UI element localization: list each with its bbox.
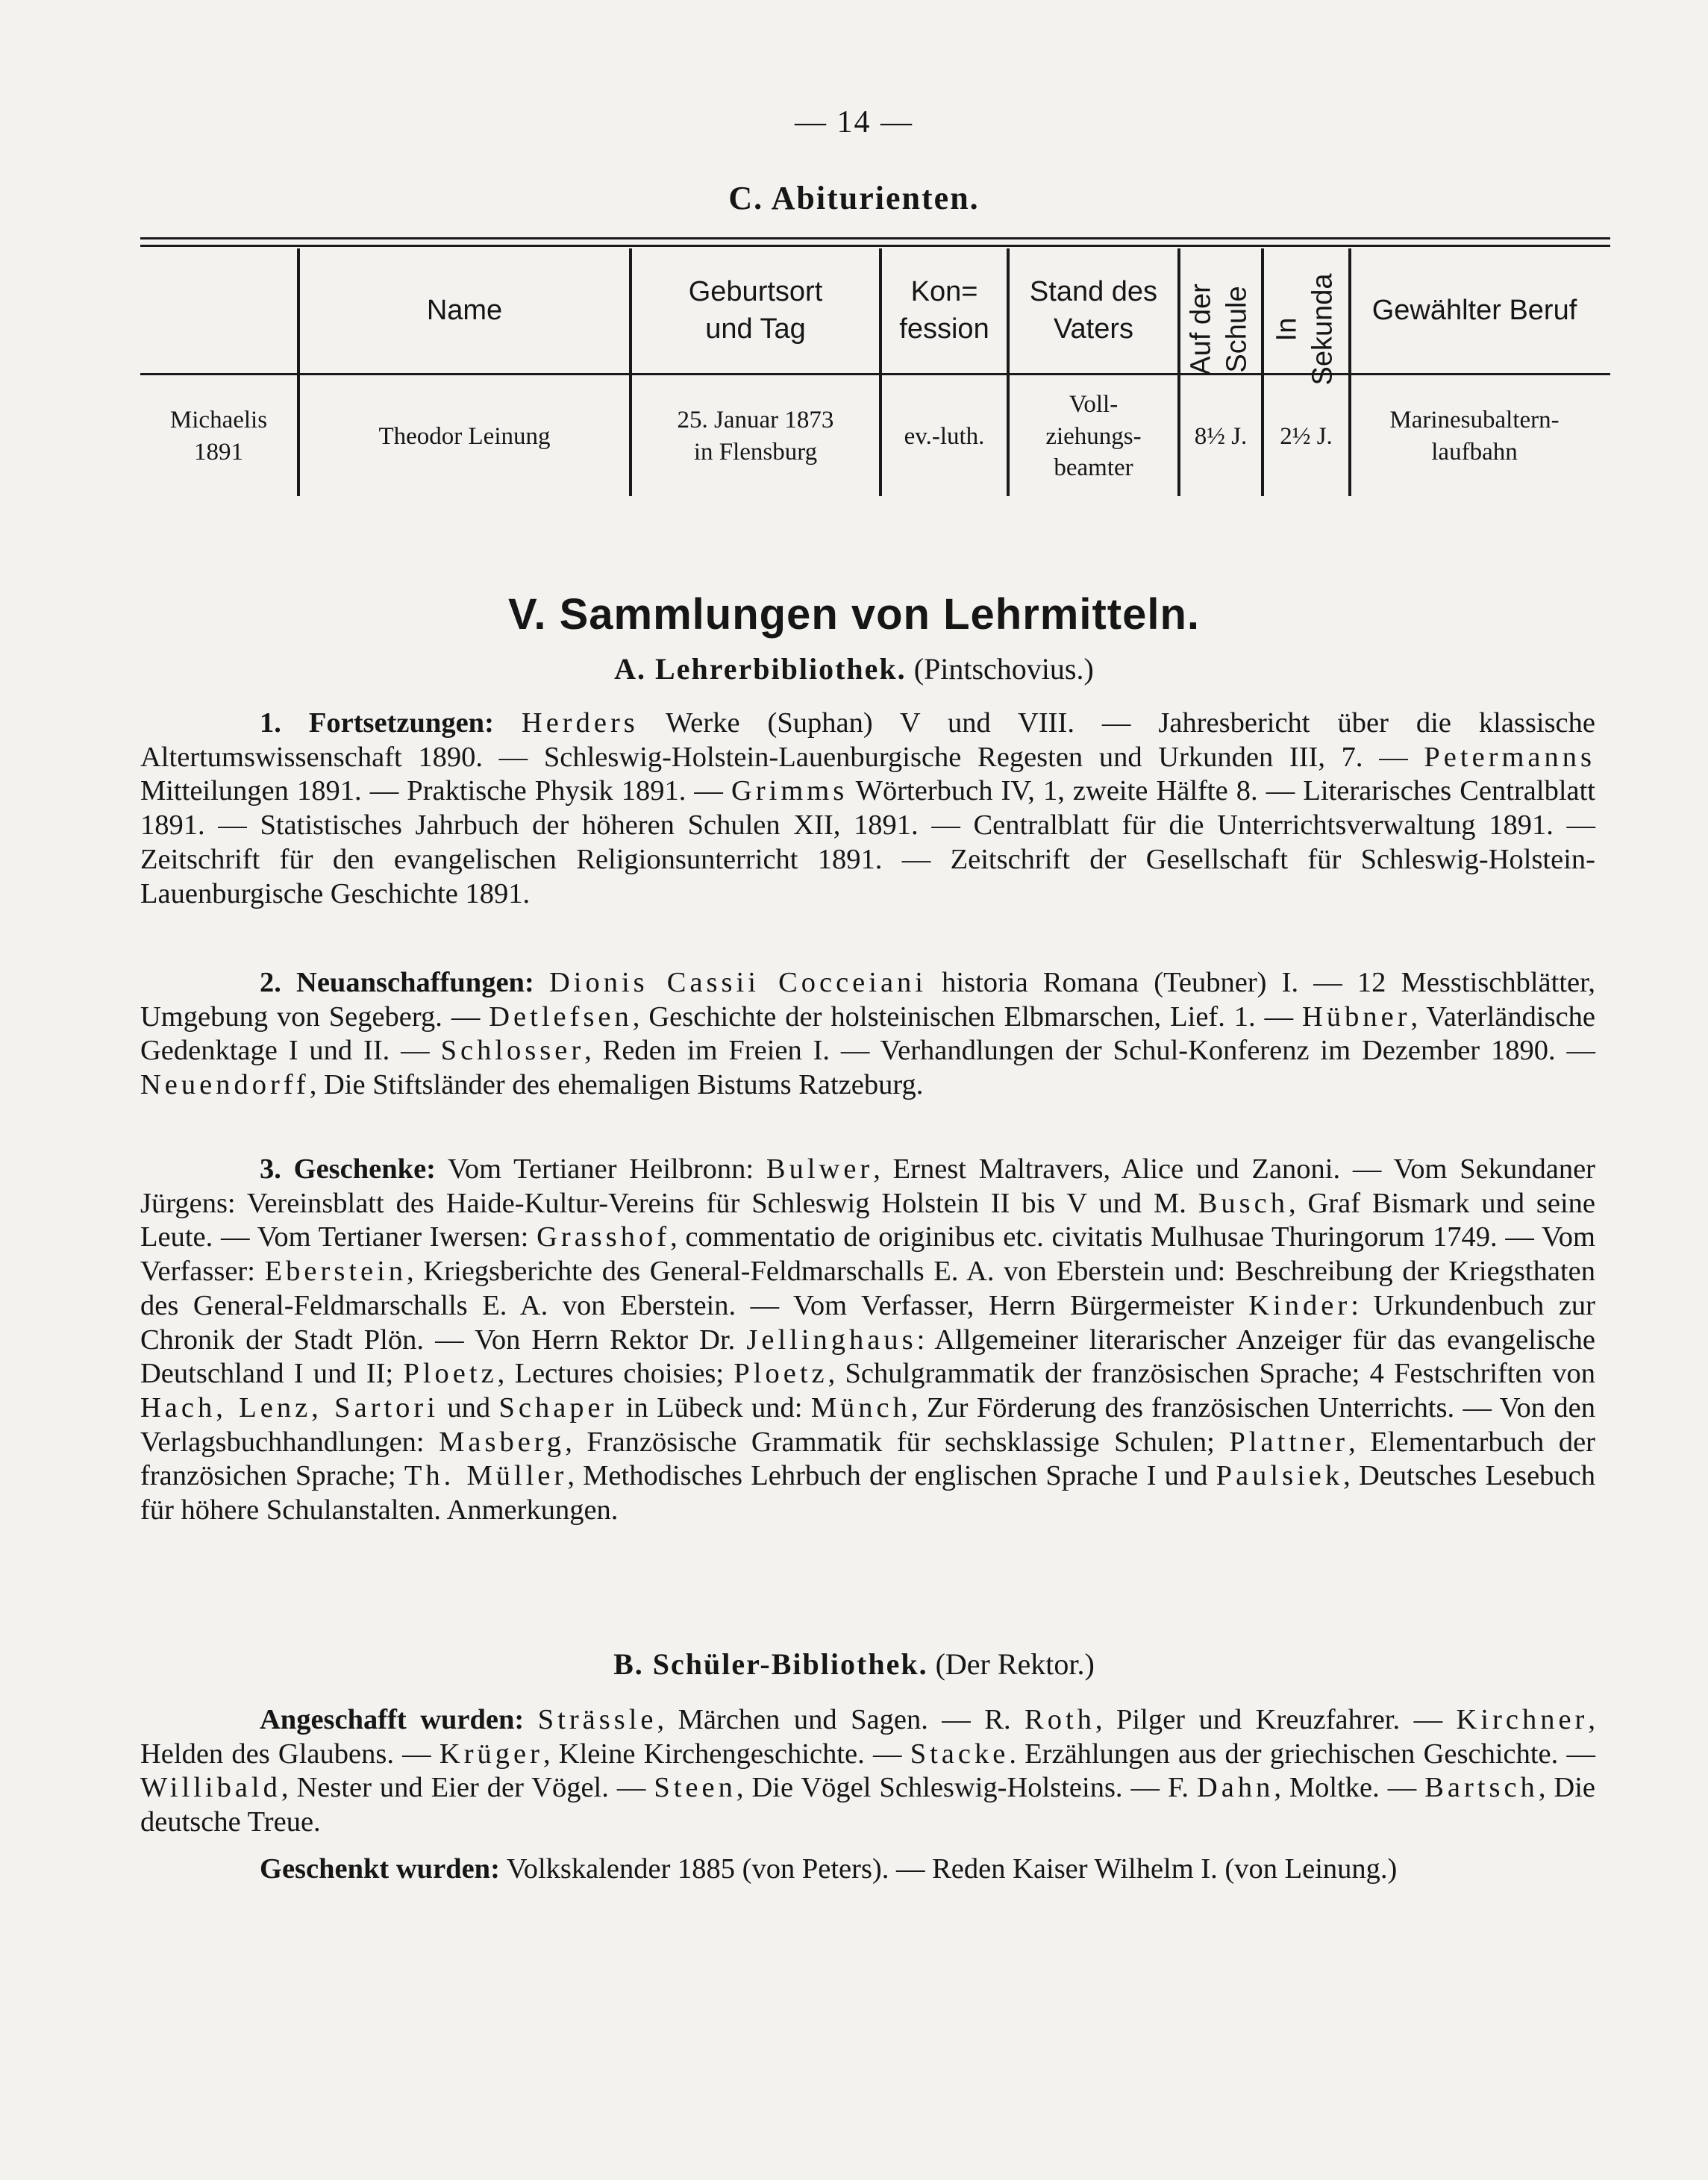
column-header-name: Name xyxy=(426,294,503,326)
abiturienten-title: C. Abiturienten. xyxy=(728,180,980,216)
table-top-rule xyxy=(140,237,1610,239)
fortsetzungen-paragraph: 1. Fortsetzungen: Herders Werke (Suphan) V und VIII. — Jahresbericht über die klassische Altertumswissenschaft 1890. — Schleswig-Holstein-Lauenburgische Regesten und Urkunden III, 7. — Petermanns Mitteilungen 1891. — Praktische Physik 1891. — Grimms Wörterbuch IV, 1, zweite Hälfte 8. — Literarisches Centralblatt 1891. — Statistisches Jahrbuch der höheren Schulen XII, 1891. — Centralblatt für die Unterrichtsverwaltung 1891. — Zeitschrift für den evangelischen Religionsunterricht 1891. — Zeitschrift der Gesellschaft für Schleswig-Holstein-Lauenburgische Geschichte 1891. xyxy=(140,707,1595,909)
row-konfession: ev.-luth. xyxy=(904,422,985,450)
row-termin: Michaelis 1891 xyxy=(169,407,268,466)
row-gewaehlter-beruf: Marinesubaltern- laufbahn xyxy=(1389,407,1560,466)
row-geburtsort: 25. Januar 1873 in Flensburg xyxy=(677,407,834,466)
neuanschaffungen-paragraph: 2. Neuanschaffungen: Dionis Cassii Cocceiani historia Romana (Teubner) I. — 12 Messtischblätter, Umgebung von Segeberg. — Detlefsen, Geschichte der holsteinischen Elbmarschen, Lief. 1. — Hübner, Vaterländische Gedenktage I und II. — Schlosser, Reden im Freien I. — Verhandlungen der Schul-Konferenz im Dezember 1890. — Neuendorff, Die Stiftsländer des ehemaligen Bistums Ratzeburg. xyxy=(140,967,1596,1101)
column-header-geburtsort: Geburtsort und Tag xyxy=(688,276,823,345)
row-in-sekunda: 2½ J. xyxy=(1280,422,1333,450)
table-top-rule-2 xyxy=(140,245,1610,247)
column-header-gewaehlter-beruf: Gewählter Beruf xyxy=(1371,294,1577,326)
geschenke-paragraph: 3. Geschenke: Vom Tertianer Heilbronn: Bulwer, Ernest Maltravers, Alice und Zanoni. — Vom Sekundaner Jürgens: Vereinsblatt des Haide-Kultur-Vereins für Schleswig Holstein II bis V und M. Busch, Graf Bismark und seine Leute. — Vom Tertianer Iwersen: Grasshof, commentatio de originibus etc. civitatis Mulhusae Thuringorum 1749. — Vom Verfasser: Eberstein, Kriegsberichte des General-Feldmarschalls E. A. von Eberstein und: Beschreibung der Kriegsthaten des General-Feldmarschalls E. A. von Eberstein. — Vom Verfasser, Herrn Bürgermeister Kinder: Urkundenbuch zur Chronik der Stadt Plön. — Von Herrn Rektor Dr. Jellinghaus: Allgemeiner literarischer Anzeiger für das evangelische Deutschland I und II; Ploetz, Lectures choisies; Ploetz, Schulgrammatik der französischen Sprache; 4 Festschriften von Hach, Lenz, Sartori und Schaper in Lübeck und: Münch, Zur Förderung des französischen Unterrichts. — Von den Verlagsbuchhandlungen: Masberg, Französische Grammatik für sechsklassige Schulen; Plattner, Elementarbuch der französichen Sprache; Th. Müller, Methodisches Lehrbuch der englischen Sprache I und Paulsiek, Deutsches Lesebuch für höhere Schulanstalten. Anmerkungen. xyxy=(140,1153,1596,1526)
sammlungen-heading: V. Sammlungen von Lehrmitteln. xyxy=(507,590,1201,639)
row-name: Theodor Leinung xyxy=(378,422,551,450)
page-number: — 14 — xyxy=(795,105,913,140)
lehrerbibliothek-heading: A. Lehrerbibliothek. (Pintschovius.) xyxy=(614,652,1094,686)
column-header-konfession: Kon= fession xyxy=(899,276,989,345)
table-header-rule xyxy=(140,373,1610,375)
row-stand-des-vaters: Voll- ziehungs- beamter xyxy=(1045,390,1142,482)
angeschafft-paragraph: Angeschafft wurden: Strässle, Märchen und Sagen. — R. Roth, Pilger und Kreuzfahrer. — Kirchner, Helden des Glaubens. — Krüger, Kleine Kirchengeschichte. — Stacke. Erzählungen aus der griechischen Geschichte. — Willibald, Nester und Eier der Vögel. — Steen, Die Vögel Schleswig-Holsteins. — F. Dahn, Moltke. — Bartsch, Die deutsche Treue. xyxy=(140,1704,1595,1838)
column-header-auf-der-schule: Auf der Schule xyxy=(1185,284,1252,375)
schuelerbibliothek-heading: B. Schüler-Bibliothek. (Der Rektor.) xyxy=(613,1647,1095,1681)
geschenkt-paragraph: Geschenkt wurden: Volkskalender 1885 (von Peters). — Reden Kaiser Wilhelm I. (von Leinung.) xyxy=(260,1853,1398,1885)
column-header-in-sekunda: In Sekunda xyxy=(1271,273,1338,386)
column-header-stand-des-vaters: Stand des Vaters xyxy=(1029,276,1158,345)
row-auf-der-schule: 8½ J. xyxy=(1194,422,1248,450)
